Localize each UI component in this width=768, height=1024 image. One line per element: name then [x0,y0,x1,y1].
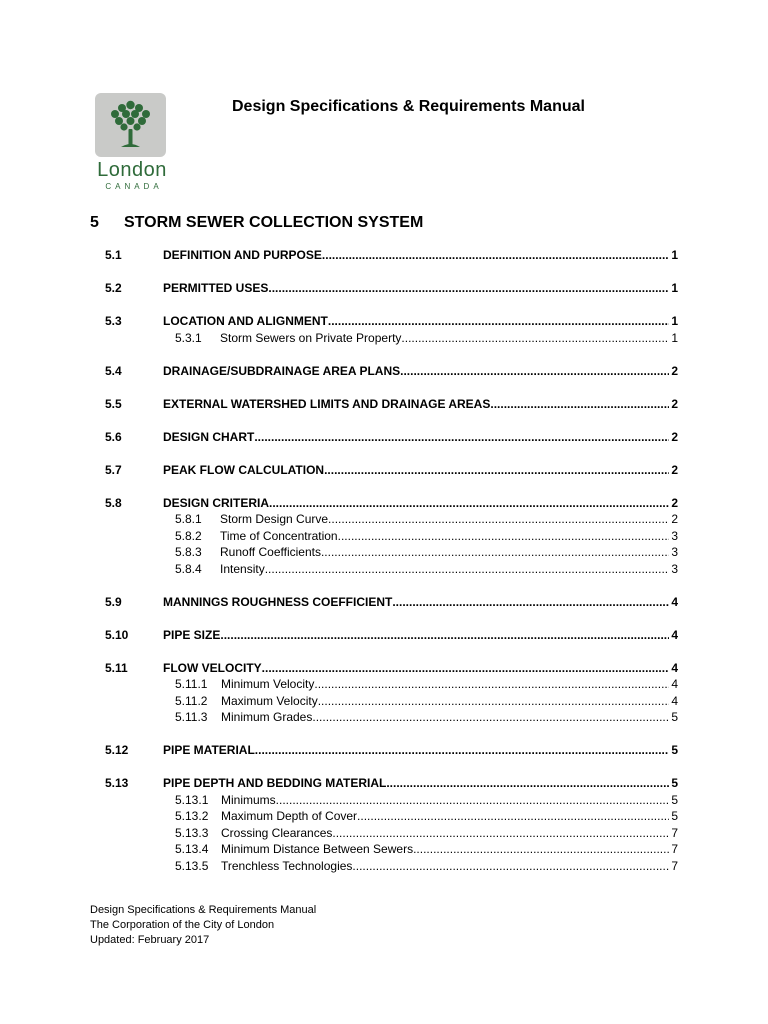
toc-entry-page: 1 [671,314,678,328]
toc-entry[interactable] [105,280,678,296]
toc-subentry-number: 5.11.2 [175,693,208,708]
toc-entry[interactable] [105,429,678,445]
footer-line: Updated: February 2017 [90,934,210,946]
toc-entry-title: EXTERNAL WATERSHED LIMITS AND DRAINAGE AREAS [163,396,491,411]
toc-subentry-title: Storm Sewers on Private Property [220,330,402,345]
toc-entry[interactable] [105,396,678,412]
logo-name: London [97,159,167,181]
toc-subentry-number: 5.13.5 [175,858,209,873]
toc-subentry-page: 1 [671,330,678,345]
toc-entry-number: 5.7 [105,462,122,477]
toc-entry[interactable] [105,462,678,478]
toc-subentry-page: 2 [671,512,678,526]
toc-subentry-number: 5.13.4 [175,842,209,856]
toc-subentry[interactable] [175,841,678,857]
toc-leader-dots [220,627,669,643]
toc-entry-number: 5.12 [105,743,129,757]
toc-leader-dots [328,511,669,527]
toc-leader-dots [322,247,669,263]
toc-entry-title: LOCATION AND ALIGNMENT [163,314,328,328]
toc-leader-dots [338,528,670,544]
toc-leader-dots [413,841,669,857]
toc-subentry-title: Minimums [221,792,276,807]
toc-leader-dots [352,858,669,874]
toc-subentry[interactable] [175,676,678,692]
toc-leader-dots [255,742,670,758]
toc-leader-dots [269,495,669,511]
toc-leader-dots [357,808,669,824]
toc-entry-page: 5 [671,776,678,790]
toc-subentry-number: 5.13.2 [175,809,209,823]
toc-subentry-title: Maximum Depth of Cover [221,809,358,823]
toc-subentry-title: Minimum Grades [221,710,313,724]
toc-entry-title: DEFINITION AND PURPOSE [163,248,322,262]
toc-entry-page: 1 [671,281,678,295]
toc-leader-dots [332,825,669,841]
toc-subentry-page: 3 [671,528,678,543]
toc-subentry-title: Crossing Clearances [221,825,333,840]
toc-subentry-page: 5 [671,710,678,724]
toc-entry-number: 5.2 [105,281,122,295]
chapter-number: 5 [90,214,99,231]
toc-subentry-number: 5.8.4 [175,561,202,576]
toc-entry[interactable] [105,363,678,379]
toc-entry-page: 4 [671,627,678,642]
chapter-heading [90,214,423,232]
document-title: Design Specifications & Requirements Manual [232,98,585,115]
toc-leader-dots [314,676,669,692]
toc-entry[interactable] [105,495,678,511]
toc-entry-title: PIPE DEPTH AND BEDDING MATERIAL [163,776,387,790]
toc-subentry-page: 5 [671,809,678,823]
toc-leader-dots [265,561,670,577]
toc-entry-number: 5.13 [105,776,129,790]
toc-subentry-title: Trenchless Technologies [221,858,353,873]
tree-icon [95,93,166,157]
toc-leader-dots [328,313,669,329]
toc-subentry-page: 7 [671,842,678,856]
footer-line: The Corporation of the City of London [90,919,275,931]
toc-subentry-page: 7 [671,858,678,873]
toc-entry-title: PERMITTED USES [163,281,269,295]
toc-leader-dots [392,594,669,610]
toc-entry-page: 2 [671,495,678,510]
chapter-title: STORM SEWER COLLECTION SYSTEM [124,214,424,231]
city-logo [95,93,166,157]
toc-subentry-page: 4 [671,677,678,691]
toc-entry-page: 2 [671,462,678,477]
toc-subentry-number: 5.11.1 [175,677,208,691]
toc-subentry-title: Intensity [220,561,265,576]
logo-subtitle: CANADA [105,182,163,191]
toc-entry-page: 1 [671,248,678,262]
toc-entry-title: DRAINAGE/SUBDRAINAGE AREA PLANS [163,363,401,378]
toc-subentry-title: Time of Concentration [220,528,338,543]
toc-subentry-title: Minimum Velocity [221,677,315,691]
toc-subentry-page: 7 [671,825,678,840]
toc-entry-page: 2 [671,429,678,444]
toc-leader-dots [312,709,669,725]
toc-entry-title: DESIGN CRITERIA [163,495,270,510]
toc-entry-title: FLOW VELOCITY [163,660,262,675]
toc-leader-dots [490,396,669,412]
toc-subentry-number: 5.13.1 [175,792,209,807]
toc-subentry-title: Maximum Velocity [221,693,318,708]
toc-leader-dots [262,660,670,676]
toc-leader-dots [276,792,670,808]
toc-subentry-page: 3 [671,561,678,576]
toc-subentry[interactable] [175,858,678,874]
toc-leader-dots [386,775,669,791]
toc-leader-dots [324,462,669,478]
toc-subentry[interactable] [175,330,678,346]
toc-leader-dots [268,280,669,296]
toc-entry-title: MANNINGS ROUGHNESS COEFFICIENT [163,594,393,609]
toc-entry-title: PIPE MATERIAL [163,743,255,757]
toc-leader-dots [254,429,669,445]
toc-entry-number: 5.9 [105,594,122,609]
toc-subentry[interactable] [175,709,678,725]
toc-entry[interactable] [105,594,678,610]
toc-entry-title: PIPE SIZE [163,627,221,642]
toc-subentry-page: 3 [671,545,678,559]
toc-entry[interactable] [105,247,678,263]
toc-subentry-title: Minimum Distance Between Sewers [221,842,414,856]
toc-leader-dots [318,693,670,709]
toc-subentry[interactable] [175,561,678,577]
toc-entry-title: DESIGN CHART [163,429,255,444]
toc-entry-number: 5.10 [105,627,129,642]
toc-entry[interactable] [105,313,678,329]
toc-entry-page: 5 [671,743,678,757]
toc-subentry-page: 4 [671,693,678,708]
toc-entry[interactable] [105,775,678,791]
toc-subentry-page: 5 [671,792,678,807]
toc-entry-page: 2 [671,363,678,378]
toc-subentry[interactable] [175,808,678,824]
toc-entry-number: 5.5 [105,396,122,411]
toc-subentry-number: 5.8.1 [175,512,202,526]
toc-leader-dots [321,544,669,560]
logo-text [90,160,174,191]
toc-entry[interactable] [105,627,678,643]
toc-subentry[interactable] [175,693,678,709]
toc-subentry-number: 5.11.3 [175,710,208,724]
toc-entry-number: 5.3 [105,314,122,328]
toc-subentry[interactable] [175,544,678,560]
toc-entry[interactable] [105,742,678,758]
toc-subentry[interactable] [175,528,678,544]
toc-subentry-title: Storm Design Curve [220,512,329,526]
toc-subentry-number: 5.8.3 [175,545,202,559]
footer-line: Design Specifications & Requirements Manual [90,904,317,916]
toc-entry-number: 5.4 [105,363,122,378]
toc-leader-dots [400,363,669,379]
toc-subentry-number: 5.8.2 [175,528,202,543]
toc-subentry[interactable] [175,511,678,527]
toc-entry-page: 2 [671,396,678,411]
toc-entry-number: 5.11 [105,660,128,675]
toc-entry[interactable] [105,660,678,676]
toc-subentry-number: 5.13.3 [175,825,209,840]
toc-entry-page: 4 [671,660,678,675]
toc-subentry[interactable] [175,825,678,841]
toc-entry-number: 5.6 [105,429,122,444]
toc-leader-dots [401,330,669,346]
toc-subentry-title: Runoff Coefficients [220,545,321,559]
toc-entry-number: 5.8 [105,495,122,510]
page-footer [90,903,316,948]
toc-subentry-number: 5.3.1 [175,330,202,345]
toc-entry-title: PEAK FLOW CALCULATION [163,462,325,477]
toc-entry-number: 5.1 [105,248,122,262]
toc-entry-page: 4 [671,594,678,609]
toc-subentry[interactable] [175,792,678,808]
